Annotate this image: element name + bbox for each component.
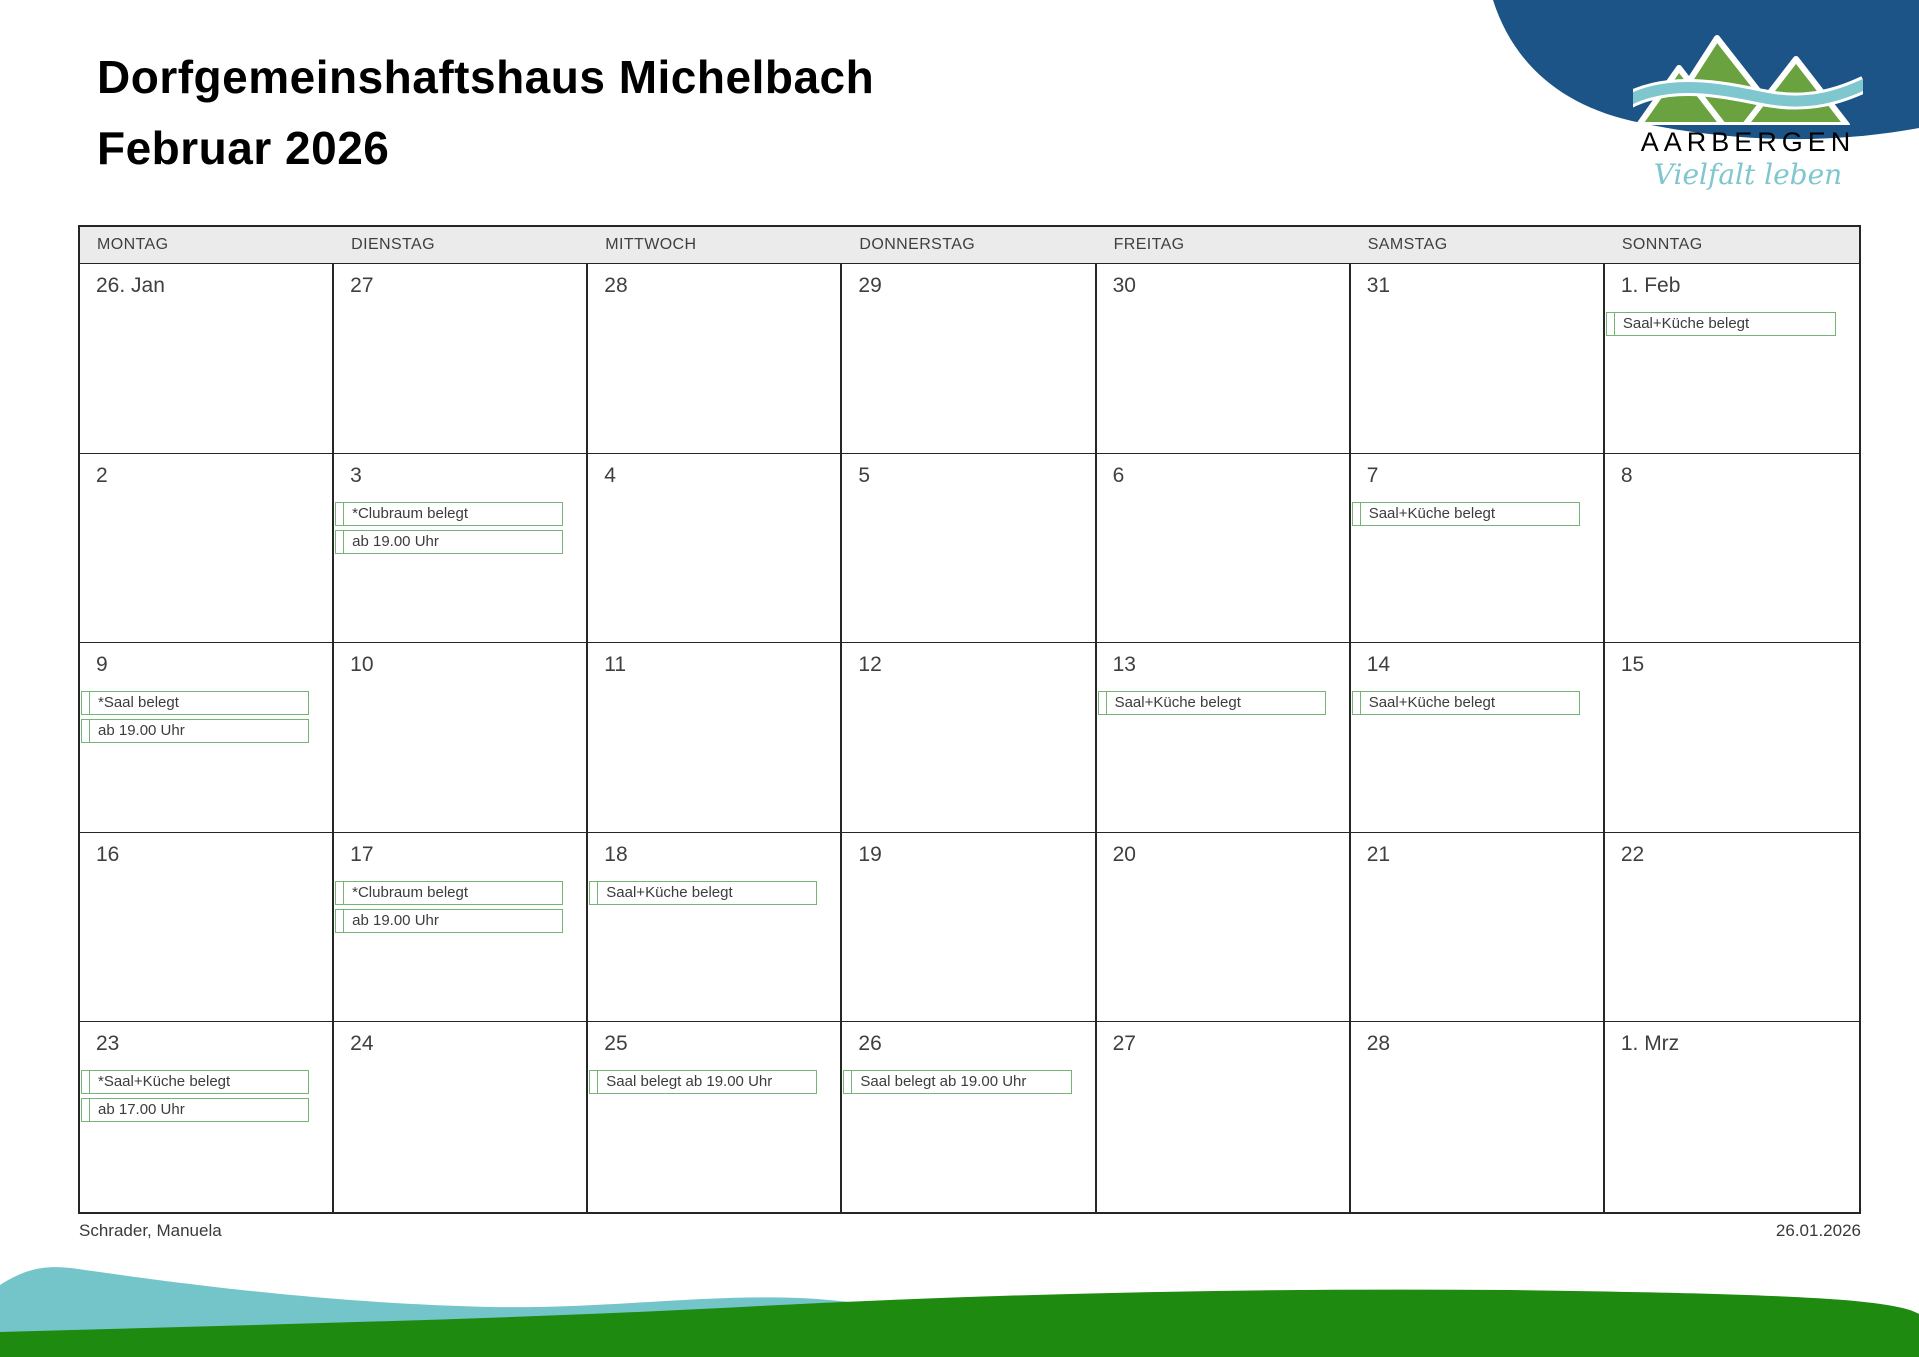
weekday-header-montag: MONTAG [97,236,169,253]
event-entry[interactable] [81,691,309,715]
event-entry[interactable] [1606,312,1836,336]
logo-brand-text: AARBERGEN [1640,127,1856,157]
date-label: 26 [858,1032,882,1056]
date-label: 20 [1112,842,1136,866]
aarbergen-logo [1633,28,1863,191]
date-label: 27 [1112,1032,1136,1056]
event-label: Saal belegt ab 19.00 Uhr [606,1073,773,1091]
event-label: Saal+Küche belegt [606,883,733,901]
event-entry[interactable] [1098,691,1326,715]
day-cell-28[interactable] [1351,1022,1605,1212]
weekday-header-donnerstag: DONNERSTAG [859,236,976,253]
event-label: ab 19.00 Uhr [352,532,439,550]
event-entry[interactable] [843,1070,1071,1094]
page-title-line1: Dorfgemeinshaftshaus Michelbach [97,51,875,103]
day-cell-30[interactable] [1097,264,1351,454]
day-cell-27[interactable] [334,264,588,454]
date-label: 8 [1620,463,1633,487]
calendar-header-row [80,227,1859,264]
day-cell-13[interactable] [1097,643,1351,833]
mountains-with-river-icon [1633,28,1863,125]
date-label: 13 [1112,653,1136,677]
day-cell-28[interactable] [588,264,842,454]
date-label: 4 [604,463,616,487]
event-entry[interactable] [1352,691,1580,715]
date-label: 28 [1366,1032,1391,1056]
day-cell-5[interactable] [842,454,1096,644]
event-label: Saal belegt ab 19.00 Uhr [860,1073,1027,1091]
event-entry[interactable] [335,530,563,554]
event-entry[interactable] [335,881,563,905]
date-label: 25 [604,1032,628,1056]
day-cell-3[interactable] [334,454,588,644]
weekday-header-dienstag: DIENSTAG [351,236,435,253]
date-label: 21 [1366,842,1391,866]
day-cell-27[interactable] [1097,1022,1351,1212]
date-label: 22 [1620,842,1645,866]
date-label: 27 [350,274,374,297]
day-cell-26[interactable] [842,1022,1096,1212]
event-label: Saal+Küche belegt [1368,504,1496,522]
date-label: 11 [604,653,627,677]
weekday-header-freitag: FREITAG [1113,236,1185,253]
event-label: Saal+Küche belegt [1368,694,1496,712]
day-cell-2[interactable] [80,454,334,644]
day-cell-8[interactable] [1605,454,1859,644]
day-cell-23[interactable] [80,1022,334,1212]
event-label: Saal+Küche belegt [1114,694,1241,712]
event-label: ab 17.00 Uhr [98,1101,185,1119]
footer-author: Schrader, Manuela [79,1221,222,1240]
date-label: 5 [858,463,871,487]
date-label: 1. Mrz [1620,1032,1680,1056]
day-cell-6[interactable] [1097,454,1351,644]
date-label: 3 [350,463,362,487]
date-label: 14 [1366,653,1391,677]
day-cell-19[interactable] [842,833,1096,1023]
day-cell-21[interactable] [1351,833,1605,1023]
event-entry[interactable] [335,909,563,933]
date-label: 17 [350,842,374,866]
event-entry[interactable] [589,1070,817,1094]
date-label: 1. Feb [1620,274,1681,297]
date-label: 19 [858,842,882,866]
day-cell-14[interactable] [1351,643,1605,833]
date-label: 23 [96,1032,120,1056]
date-label: 16 [96,842,120,866]
date-label: 12 [858,653,882,677]
event-label: *Saal belegt [98,694,179,712]
date-label: 26. Jan [96,274,165,297]
day-cell-29[interactable] [842,264,1096,454]
logo-tagline-text: Vielfalt leben [1653,158,1843,191]
day-cell-9[interactable] [80,643,334,833]
weekday-header-mittwoch: MITTWOCH [605,236,697,253]
date-label: 30 [1112,274,1136,297]
event-label: *Saal+Küche belegt [98,1073,231,1091]
day-cell-7[interactable] [1351,454,1605,644]
date-label: 18 [604,842,628,866]
event-label: ab 19.00 Uhr [98,722,185,740]
footer-date: 26.01.2026 [1775,1221,1861,1240]
day-cell-20[interactable] [1097,833,1351,1023]
event-label: ab 19.00 Uhr [352,911,439,929]
date-label: 9 [96,653,108,677]
day-cell-26-Jan[interactable] [80,264,334,454]
day-cell-15[interactable] [1605,643,1859,833]
date-label: 28 [604,274,628,297]
day-cell-25[interactable] [588,1022,842,1212]
event-label: Saal+Küche belegt [1622,315,1750,332]
date-label: 29 [858,274,882,297]
day-cell-1-Mrz[interactable] [1605,1022,1859,1212]
event-entry[interactable] [335,502,563,526]
day-cell-17[interactable] [334,833,588,1023]
date-label: 7 [1366,463,1379,487]
date-label: 6 [1112,463,1125,487]
calendar-table [78,225,1861,1214]
day-cell-11[interactable] [588,643,842,833]
day-cell-24[interactable] [334,1022,588,1212]
date-label: 15 [1620,653,1645,677]
weekday-header-sonntag: SONNTAG [1621,236,1703,253]
page-title [97,42,874,184]
page-title-line2: Februar 2026 [97,122,390,174]
date-label: 24 [350,1032,374,1056]
calendar-body [80,264,1859,1212]
event-entry[interactable] [81,719,309,743]
event-label: *Clubraum belegt [352,883,469,901]
event-entry[interactable] [81,1070,309,1094]
day-cell-31[interactable] [1351,264,1605,454]
day-cell-1-Feb[interactable] [1605,264,1859,454]
date-label: 10 [350,653,374,677]
event-entry[interactable] [81,1098,309,1122]
date-label: 31 [1366,274,1391,297]
day-cell-18[interactable] [588,833,842,1023]
event-label: *Clubraum belegt [352,504,469,522]
weekday-header-samstag: SAMSTAG [1367,236,1448,253]
bottom-waves-decoration [0,1237,1919,1357]
date-label: 2 [96,463,108,487]
day-cell-10[interactable] [334,643,588,833]
day-cell-22[interactable] [1605,833,1859,1023]
day-cell-4[interactable] [588,454,842,644]
day-cell-12[interactable] [842,643,1096,833]
day-cell-16[interactable] [80,833,334,1023]
event-entry[interactable] [1352,502,1580,526]
event-entry[interactable] [589,881,817,905]
